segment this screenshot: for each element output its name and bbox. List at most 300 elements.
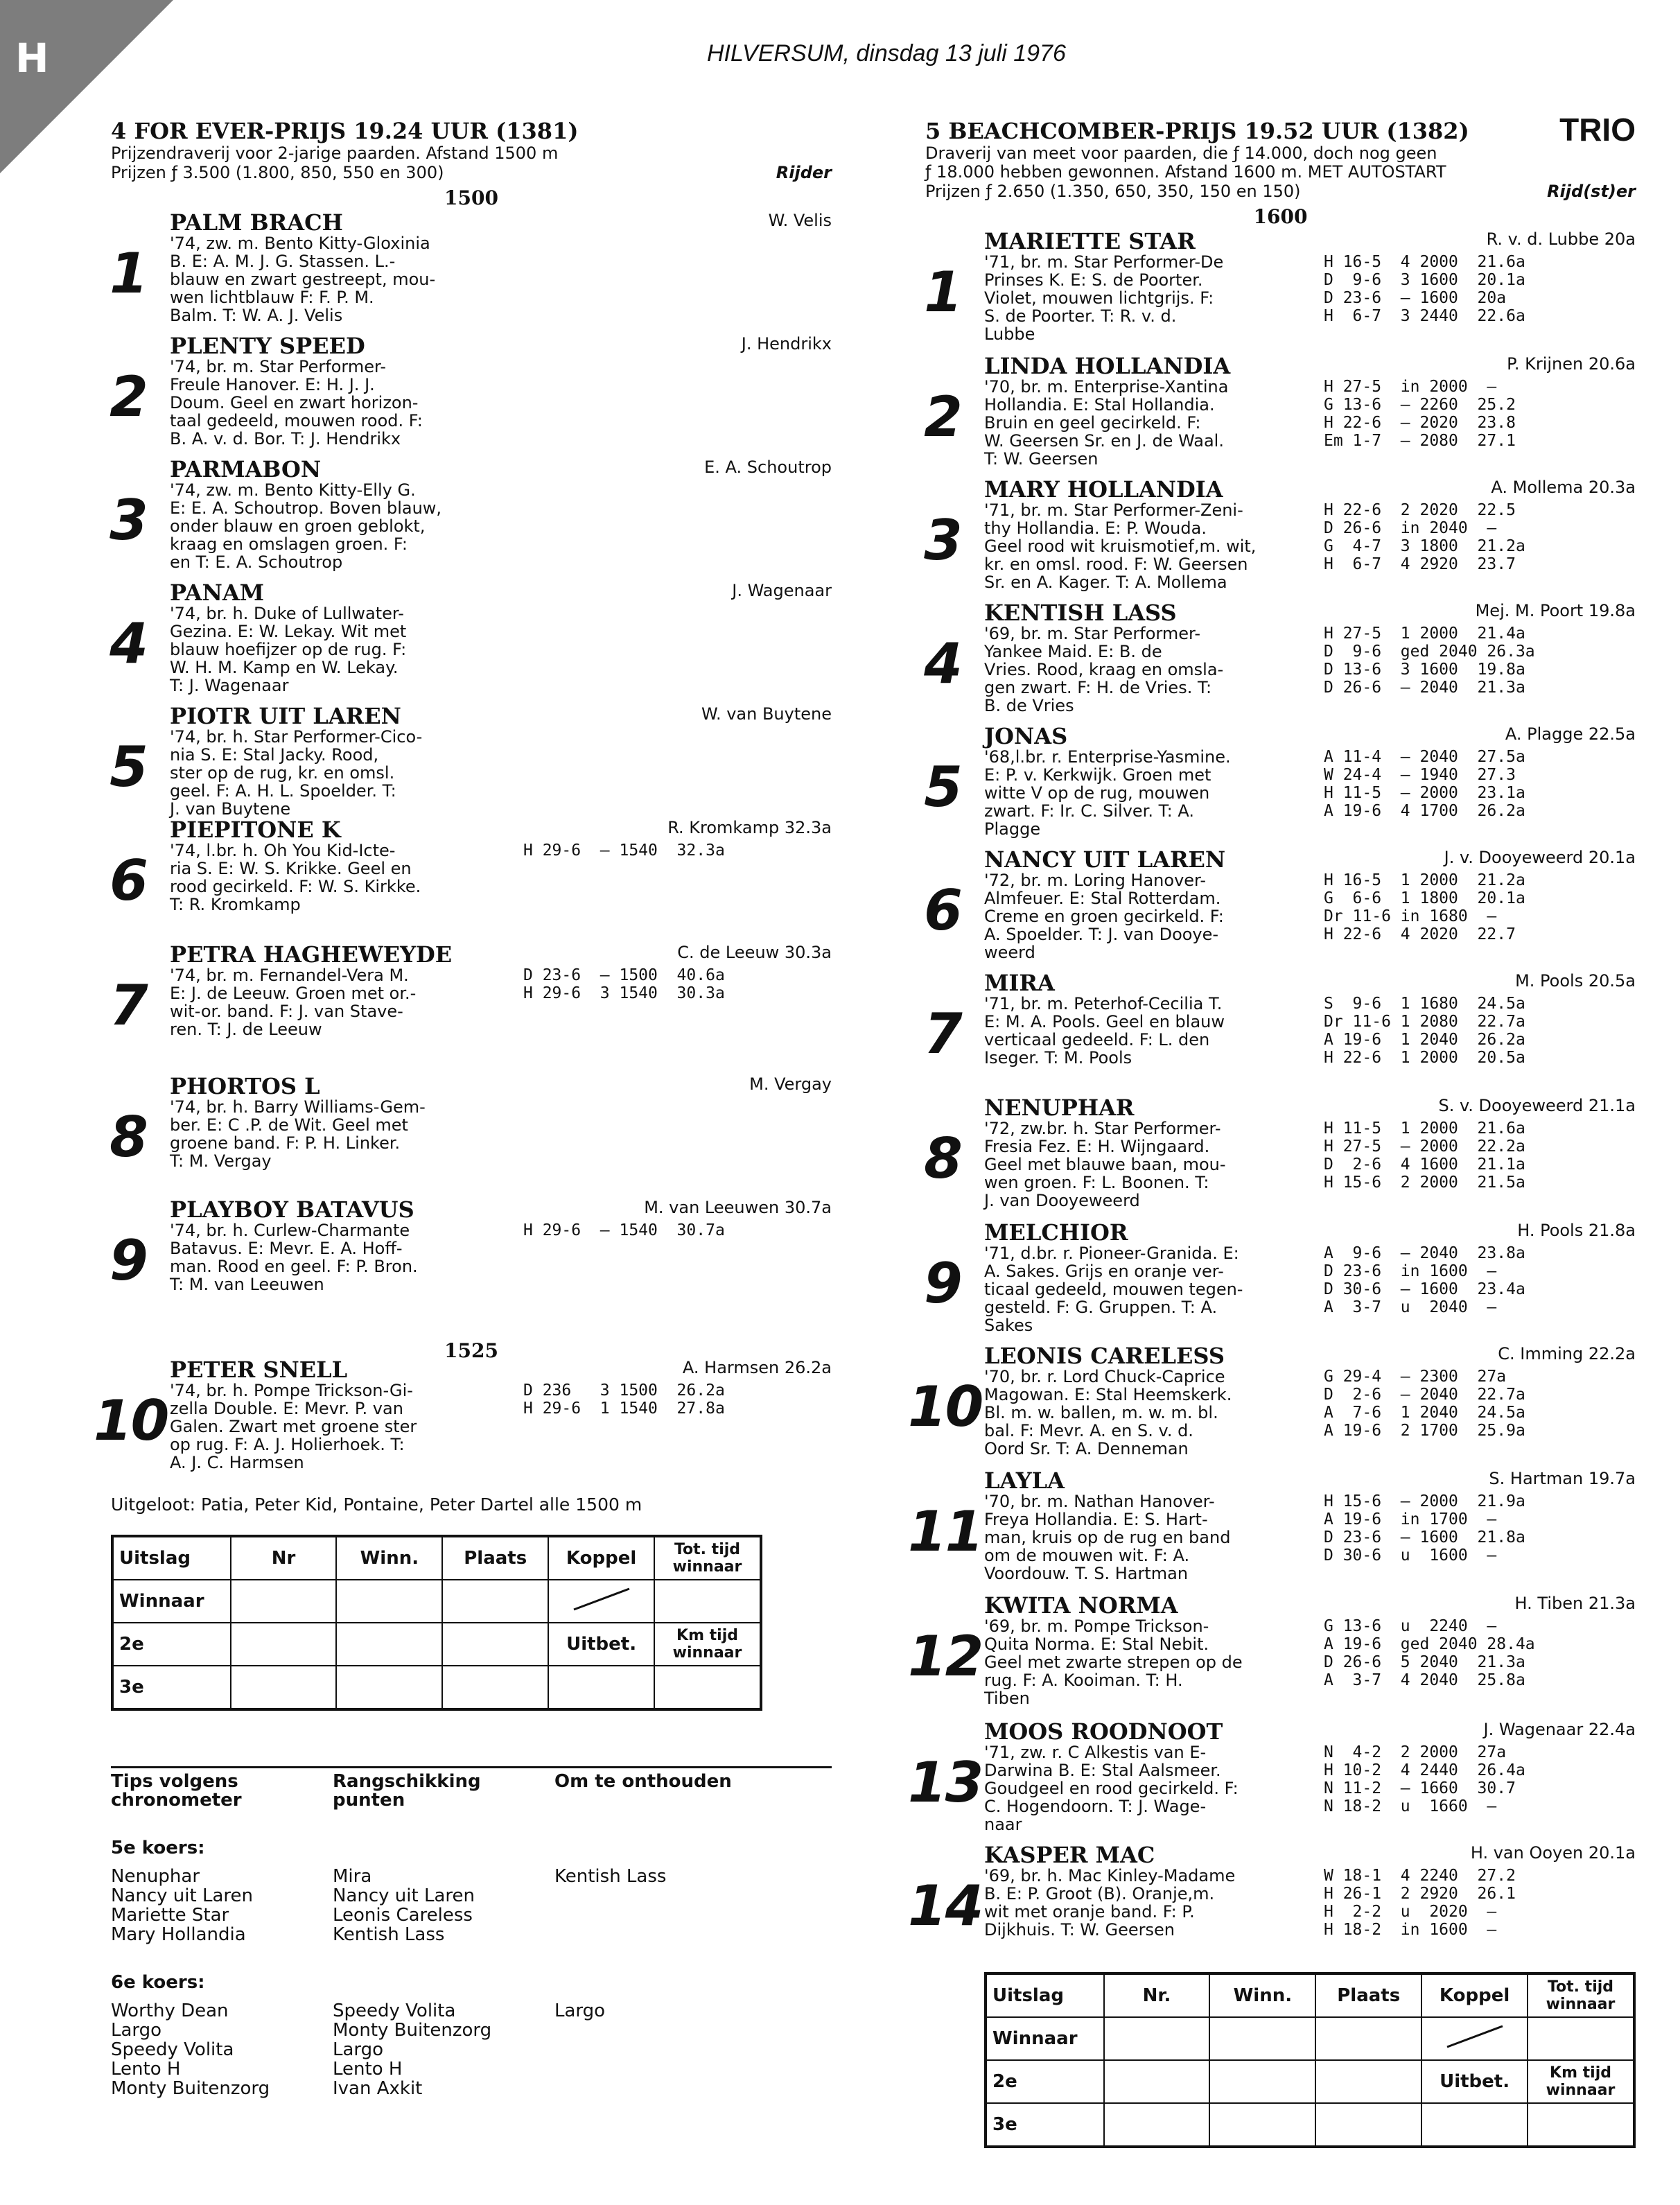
horse-name: MOOS ROODNOOT (984, 1718, 1223, 1745)
horse-body (170, 334, 832, 448)
horse-description-line: C. Hogendoorn. T: J. Wage- (984, 1797, 1207, 1816)
horse-details (984, 1368, 1636, 1458)
horse-description-line: A. J. C. Harmsen (170, 1453, 304, 1472)
horse-number: 1 (924, 260, 961, 324)
race-5-horse-list (908, 228, 1636, 1951)
horse-name: PHORTOS L (170, 1073, 320, 1099)
tips-column (554, 2001, 776, 2098)
horse-description-line: A. Sakes. Grijs en oranje ver- (984, 1262, 1224, 1281)
horse-description-line: '74, br. h. Star Performer-Cico- (170, 727, 423, 747)
result-table-row (112, 1666, 761, 1709)
horse-description-line: '74, br. m. Star Performer- (170, 357, 386, 376)
horse-description-line: ster op de rug, kr. en omsl. (170, 763, 395, 783)
horse-description-line: Bl. m. w. ballen, m. w. m. bl. (984, 1403, 1218, 1422)
horse-description-line: '69, br. m. Pompe Trickson- (984, 1616, 1209, 1636)
horse-driver: R. v. d. Lubbe 20a (1486, 229, 1636, 249)
tips-koers-6 (111, 2001, 832, 2098)
race-5-description-line-2: ƒ 18.000 hebben gewonnen. Afstand 1600 m. MET AUTOSTART (925, 162, 1446, 182)
result-table-uitbet: Uitbet. (1421, 2060, 1528, 2103)
horse-details (170, 358, 832, 448)
horse-description-line: Doum. Geel en zwart horizon- (170, 393, 419, 412)
horse-body (170, 1074, 832, 1170)
horse-name: PLENTY SPEED (170, 333, 365, 359)
horse-description-line: W. H. M. Kamp en W. Lekay. (170, 658, 399, 677)
horse-description (984, 625, 1324, 715)
horse-description (984, 1867, 1324, 1939)
result-table-header: Nr (231, 1536, 337, 1580)
horse-description-line: Plagge (984, 819, 1041, 839)
horse-entry (925, 724, 1636, 848)
horse-description-line: '70, br. m. Enterprise-Xantina (984, 377, 1229, 396)
horse-driver: J. Hendrikx (741, 334, 832, 354)
horse-driver: R. Kromkamp 32.3a (667, 818, 832, 837)
horse-details (170, 481, 832, 571)
horse-name: PIOTR UIT LAREN (170, 703, 401, 729)
horse-description-line: '74, br. h. Duke of Lullwater- (170, 604, 404, 623)
result-table-cell (548, 1666, 654, 1709)
result-table-row-label: 2e (986, 2060, 1104, 2103)
result-table-uitbet: Uitbet. (548, 1623, 654, 1666)
horse-description (170, 604, 523, 695)
horse-description-line: J. van Buytene (170, 799, 291, 819)
result-table-header: Plaats (442, 1536, 548, 1580)
horse-description-line: W. Geersen Sr. en J. de Waal. (984, 431, 1224, 451)
horse-number: 3 (924, 508, 961, 573)
tips-horse: Leonis Careless (333, 1905, 473, 1926)
result-table-cell (336, 1666, 442, 1709)
horse-number: 2 (110, 365, 147, 429)
horse-details (984, 1743, 1636, 1833)
horse-description-line: E: M. A. Pools. Geel en blauw (984, 1012, 1225, 1031)
result-table-header: Tot. tijd winnaar (1528, 1973, 1634, 2017)
horse-driver: A. Mollema 20.3a (1491, 478, 1636, 497)
horse-description-line: Dijkhuis. T: W. Geersen (984, 1920, 1175, 1940)
horse-description-line: '68,l.br. r. Enterprise-Yasmine. (984, 747, 1231, 767)
result-table-race-5 (984, 1972, 1636, 2148)
horse-performances: H 29-6 — 1540 32.3a (523, 842, 725, 860)
horse-description-line: man, kruis op de rug en band (984, 1528, 1231, 1547)
race-4-column (94, 118, 832, 2099)
horse-name: MIRA (984, 970, 1055, 996)
horse-description-line: T: W. Geersen (984, 449, 1099, 469)
race-5-description (925, 144, 1636, 182)
horse-description-line: S. de Poorter. T: R. v. d. (984, 306, 1177, 326)
horse-performances: D 23-6 — 1500 40.6a H 29-6 3 1540 30.3a (523, 966, 725, 1002)
horse-name: PANAM (170, 579, 265, 606)
race-4-role-label: Rijder (776, 163, 832, 182)
horse-description-line: blauw hoefijzer op de rug. F: (170, 640, 407, 659)
horse-description-line: Sakes (984, 1316, 1033, 1335)
horse-description-line: Prinses K. E: S. de Poorter. (984, 270, 1203, 290)
tips-horse: Largo (554, 2001, 606, 2021)
horse-description-line: Sr. en A. Kager. T: A. Mollema (984, 573, 1227, 592)
horse-entry (925, 354, 1636, 478)
trio-label: TRIO (1559, 112, 1636, 148)
horse-description-line: '74, br. h. Barry Williams-Gem- (170, 1097, 426, 1117)
horse-description-line: thy Hollandia. E: P. Wouda. (984, 518, 1207, 538)
race-5-title-row (925, 112, 1636, 148)
result-table-cell (1528, 2017, 1634, 2060)
horse-details (170, 1098, 832, 1170)
horse-performances: H 15-6 — 2000 21.9a A 19-6 in 1700 — D 23-6 — 1600 21.8a D 30-6 u 1600 — (1324, 1492, 1525, 1565)
horse-description-line: E: E. A. Schoutrop. Boven blauw, (170, 498, 442, 518)
result-table-race-4 (111, 1535, 762, 1711)
result-table-cell (654, 1666, 761, 1709)
horse-details (984, 1244, 1636, 1334)
horse-description-line: Bruin en geel gecirkeld. F: (984, 413, 1201, 433)
result-table-header-row (986, 1973, 1634, 2017)
tips-horse: Lento H (111, 2059, 181, 2080)
horse-description-line: groene band. F: P. H. Linker. (170, 1133, 401, 1153)
horse-description-line: '71, d.br. r. Pioneer-Granida. E: (984, 1244, 1239, 1263)
tips-horse: Worthy Dean (111, 2001, 229, 2021)
horse-entry (111, 457, 832, 581)
horse-description-line: Balm. T: W. A. J. Velis (170, 306, 343, 325)
tips-horse: Mary Hollandia (111, 1924, 246, 1945)
horse-details (984, 253, 1636, 343)
horse-description-line: '72, br. m. Loring Hanover- (984, 871, 1207, 890)
result-table-header: Nr. (1104, 1973, 1210, 2017)
horse-description-line: Geel rood wit kruismotief,m. wit, (984, 537, 1257, 556)
result-table-cell (1209, 2017, 1315, 2060)
horse-description (984, 1492, 1324, 1583)
horse-details (170, 842, 832, 914)
horse-description (984, 501, 1324, 591)
tips-horse: Largo (333, 2039, 384, 2060)
result-table-cell (442, 1623, 548, 1666)
race-5-description-line-1: Draverij van meet voor paarden, die ƒ 14.000, doch nog geen (925, 143, 1437, 163)
tips-header-chronometer: Tips volgens chronometer (111, 1771, 242, 1811)
result-table-km-tijd: Km tijd winnaar (1528, 2060, 1634, 2103)
result-table-cell (336, 1580, 442, 1623)
result-table-cell (1421, 2017, 1528, 2060)
horse-driver: S. Hartman 19.7a (1489, 1469, 1636, 1488)
horse-description-line: '70, br. m. Nathan Hanover- (984, 1492, 1215, 1511)
horse-description-line: om de mouwen wit. F: A. (984, 1546, 1190, 1565)
horse-description-line: en T: E. A. Schoutrop (170, 552, 343, 572)
result-table-cell (336, 1623, 442, 1666)
horse-description-line: kraag en omslagen groen. F: (170, 534, 408, 554)
horse-entry (908, 1467, 1636, 1594)
horse-name: PLAYBOY BATAVUS (170, 1196, 414, 1223)
horse-description (170, 842, 523, 914)
horse-entry (908, 1842, 1636, 1951)
horse-number: 7 (110, 973, 147, 1038)
horse-details (984, 1617, 1636, 1707)
horse-details (984, 378, 1636, 468)
horse-entry (925, 601, 1636, 724)
horse-description-line: '71, zw. r. C Alkestis van E- (984, 1743, 1207, 1762)
horse-description-line: '69, br. m. Star Performer- (984, 624, 1200, 643)
horse-description-line: gesteld. F: G. Gruppen. T: A. (984, 1298, 1218, 1317)
horse-description-line: T: R. Kromkamp (170, 895, 301, 914)
horse-description-line: Batavus. E: Mevr. E. A. Hoff- (170, 1239, 403, 1258)
horse-driver: J. Wagenaar (732, 581, 832, 600)
horse-description-line: Violet, mouwen lichtgrijs. F: (984, 288, 1214, 308)
horse-description (984, 378, 1324, 468)
horse-number: 13 (908, 1750, 983, 1815)
horse-description (984, 1244, 1324, 1334)
slash-mark (1444, 2023, 1506, 2050)
result-table-row (112, 1623, 761, 1666)
horse-number: 2 (924, 385, 961, 449)
horse-name: PARMABON (170, 456, 322, 482)
horse-description (984, 1617, 1324, 1707)
horse-description-line: rug. F: A. Kooiman. T: H. (984, 1671, 1183, 1690)
horse-description-line: wen groen. F: L. Boonen. T: (984, 1173, 1209, 1192)
horse-description-line: zella Double. E: Mevr. P. van (170, 1399, 403, 1418)
horse-driver: M. Vergay (749, 1074, 832, 1094)
horse-description-line: Goudgeel en rood gecirkeld. F: (984, 1779, 1239, 1798)
horse-performances: W 18-1 4 2240 27.2 H 26-1 2 2920 26.1 H 2-2 u 2020 — H 18-2 in 1600 — (1324, 1867, 1516, 1939)
tips-horse: Nancy uit Laren (333, 1885, 475, 1906)
race-5-prizes-text: Prijzen ƒ 2.650 (1.350, 650, 350, 150 en 150) (925, 182, 1301, 201)
horse-driver: H. Tiben 21.3a (1514, 1594, 1636, 1613)
horse-description-line: op rug. F: A. J. Holierhoek. T: (170, 1435, 405, 1454)
horse-description-line: Magowan. E: Stal Heemskerk. (984, 1385, 1232, 1404)
result-table-cell (442, 1666, 548, 1709)
result-table-cell (442, 1580, 548, 1623)
horse-performances: H 16-5 4 2000 21.6a D 9-6 3 1600 20.1a D 23-6 — 1600 20a H 6-7 3 2440 22.6a (1324, 253, 1525, 325)
horse-name: MELCHIOR (984, 1219, 1128, 1246)
horse-description-line: Oord Sr. T: A. Denneman (984, 1439, 1189, 1458)
horse-description-line: '71, br. m. Peterhof-Cecilia T. (984, 994, 1223, 1013)
horse-performances: A 11-4 — 2040 27.5a W 24-4 — 1940 27.3 H 11-5 — 2000 23.1a A 19-6 4 1700 26.2a (1324, 748, 1525, 820)
result-table-cell (1209, 2060, 1315, 2103)
horse-description (170, 481, 523, 571)
race-4-description: Prijzendraverij voor 2-jarige paarden. Afstand 1500 m (111, 143, 559, 163)
result-table-cell (1315, 2017, 1421, 2060)
horse-driver: J. Wagenaar 22.4a (1483, 1720, 1636, 1739)
horse-description-line: '71, br. m. Star Performer-De (984, 252, 1224, 272)
horse-description-line: E: J. de Leeuw. Groen met or.- (170, 984, 417, 1003)
horse-description (984, 1368, 1324, 1458)
horse-description-line: Quita Norma. E: Stal Nebit. (984, 1635, 1209, 1654)
horse-description-line: Vries. Rood, kraag en omsla- (984, 660, 1224, 679)
race-4-distance: 1500 (444, 186, 498, 209)
horse-description-line: '74, br. h. Curlew-Charmante (170, 1221, 410, 1240)
horse-entry (111, 334, 832, 457)
horse-number: 14 (908, 1874, 983, 1938)
horse-description (170, 234, 523, 324)
horse-number: 4 (924, 631, 961, 696)
horse-name: KASPER MAC (984, 1842, 1155, 1868)
horse-description (984, 871, 1324, 961)
result-table-row (986, 2060, 1634, 2103)
horse-description-line: Gezina. E: W. Lekay. Wit met (170, 622, 407, 641)
tips-horse: Monty Buitenzorg (111, 2078, 270, 2099)
result-table-cell (1104, 2060, 1210, 2103)
horse-name: LEONIS CARELESS (984, 1343, 1225, 1369)
tips-horse: Mira (333, 1866, 372, 1887)
horse-description (984, 748, 1324, 838)
horse-number: 6 (924, 878, 961, 943)
horse-description (984, 1119, 1324, 1210)
horse-description-line: '74, br. m. Fernandel-Vera M. (170, 966, 409, 985)
horse-driver: E. A. Schoutrop (704, 457, 832, 477)
horse-details (984, 995, 1636, 1067)
result-table-row-label: Winnaar (112, 1580, 231, 1623)
horse-name: NANCY UIT LAREN (984, 846, 1226, 873)
horse-description-line: man. Rood en geel. F: P. Bron. (170, 1257, 418, 1276)
result-table-cell (1315, 2103, 1421, 2147)
horse-number: 4 (110, 611, 147, 676)
horse-description-line: J. van Dooyeweerd (984, 1191, 1140, 1210)
horse-driver: A. Plagge 22.5a (1505, 724, 1636, 744)
horse-driver: A. Harmsen 26.2a (682, 1358, 832, 1377)
horse-description-line: Iseger. T: M. Pools (984, 1048, 1132, 1067)
horse-description-line: onder blauw en groen geblokt, (170, 516, 426, 536)
horse-description-line: Almfeuer. E: Stal Rotterdam. (984, 889, 1221, 908)
horse-driver: H. Pools 21.8a (1517, 1221, 1636, 1240)
result-table-cell (654, 1580, 761, 1623)
tips-header-remember: Om te onthouden (554, 1771, 732, 1792)
horse-description-line: Hollandia. E: Stal Hollandia. (984, 395, 1215, 415)
horse-details (170, 966, 832, 1038)
horse-description-line: '74, zw. m. Bento Kitty-Elly G. (170, 480, 416, 500)
result-table-header: Plaats (1315, 1973, 1421, 2017)
horse-performances: H 29-6 — 1540 30.7a (523, 1221, 725, 1239)
horse-description-line: blauw en zwart gestreept, mou- (170, 270, 436, 289)
horse-performances: A 9-6 — 2040 23.8a D 23-6 in 1600 — D 30-6 — 1600 23.4a A 3-7 u 2040 — (1324, 1244, 1525, 1316)
horse-performances: H 27-5 1 2000 21.4a D 9-6 ged 2040 26.3a D 13-6 3 1600 19.8a D 26-6 — 2040 21.3a (1324, 625, 1535, 697)
result-table-cell (1315, 2060, 1421, 2103)
horse-number: 7 (924, 1002, 961, 1066)
horse-entry (111, 1198, 832, 1330)
horse-entry (908, 1343, 1636, 1469)
horse-description-line: Freya Hollandia. E: S. Hart- (984, 1510, 1208, 1529)
race-5-prizes (925, 182, 1636, 201)
horse-performances: H 11-5 1 2000 21.6a H 27-5 — 2000 22.2a D 2-6 4 1600 21.1a H 15-6 2 2000 21.5a (1324, 1119, 1525, 1192)
horse-description-line: kr. en omsl. rood. F: W. Geersen (984, 555, 1248, 574)
horse-description (984, 1743, 1324, 1833)
horse-details (170, 728, 832, 818)
horse-entry (94, 1357, 832, 1488)
result-table-row (112, 1580, 761, 1623)
horse-driver: W. van Buytene (701, 704, 832, 724)
horse-description-line: wen lichtblauw F: F. P. M. (170, 288, 374, 307)
horse-entry (908, 1592, 1636, 1720)
tips-horse: Nenuphar (111, 1866, 200, 1887)
result-table-header: Winn. (1209, 1973, 1315, 2017)
horse-description-line: ria S. E: W. S. Krikke. Geel en (170, 859, 412, 878)
horse-description-line: '69, br. h. Mac Kinley-Madame (984, 1866, 1236, 1885)
horse-description (170, 1098, 523, 1170)
horse-description-line: T: J. Wagenaar (170, 676, 289, 695)
horse-performances: H 16-5 1 2000 21.2a G 6-6 1 1800 20.1a Dr 11-6 in 1680 — H 22-6 4 2020 22.7 (1324, 871, 1525, 943)
horse-details (984, 1492, 1636, 1583)
tips-column (333, 1867, 554, 1944)
horse-description-line: taal gedeeld, mouwen rood. F: (170, 411, 423, 430)
horse-number: 9 (924, 1251, 961, 1316)
tips-koers-5-label: 5e koers: (111, 1838, 205, 1858)
horse-performances: G 29-4 — 2300 27a D 2-6 — 2040 22.7a A 7-6 1 2040 24.5a A 19-6 2 1700 25.9a (1324, 1368, 1525, 1440)
result-table-header: Koppel (1421, 1973, 1528, 2017)
tips-column (111, 1867, 333, 1944)
tips-horse: Ivan Axkit (333, 2078, 423, 2099)
race-distance-marker: 1525 (444, 1339, 498, 1362)
horse-number: 11 (908, 1499, 983, 1564)
horse-number: 12 (908, 1624, 983, 1689)
race-5-role-label: Rijd(st)er (1547, 182, 1636, 201)
horse-description (170, 358, 523, 448)
tips-horse: Monty Buitenzorg (333, 2020, 492, 2041)
horse-entry (908, 1718, 1636, 1843)
tips-horse: Lento H (333, 2059, 403, 2080)
horse-description-line: Tiben (984, 1689, 1030, 1708)
horse-number: 8 (110, 1105, 147, 1169)
result-table-row (986, 2103, 1634, 2147)
result-table-cell (1209, 2103, 1315, 2147)
horse-description-line: Darwina B. E: Stal Aalsmeer. (984, 1761, 1221, 1780)
horse-performances: H 22-6 2 2020 22.5 D 26-6 in 2040 — G 4-7 3 1800 21.2a H 6-7 4 2920 23.7 (1324, 501, 1525, 573)
horse-description-line: '74, l.br. h. Oh You Kid-Icte- (170, 841, 396, 860)
horse-description-line: B. de Vries (984, 696, 1074, 715)
result-table-cell (231, 1623, 337, 1666)
horse-description-line: E: P. v. Kerkwijk. Groen met (984, 765, 1211, 785)
horse-description-line: zwart. F: Ir. C. Silver. T: A. (984, 801, 1194, 821)
race-4-prizes (111, 163, 832, 182)
horse-driver: M. Pools 20.5a (1515, 971, 1636, 991)
tips-column (333, 2001, 554, 2098)
horse-description (170, 1382, 523, 1472)
horse-details (170, 604, 832, 695)
horse-driver: S. v. Dooyeweerd 21.1a (1438, 1096, 1636, 1115)
corner-letter: H (15, 35, 49, 82)
horse-description-line: Geel met zwarte strepen op de (984, 1653, 1243, 1672)
horse-details (170, 1221, 832, 1293)
horse-driver: M. van Leeuwen 30.7a (644, 1198, 832, 1217)
horse-details (170, 1382, 832, 1472)
horse-performances: D 236 3 1500 26.2a H 29-6 1 1540 27.8a (523, 1382, 725, 1418)
horse-description-line: Voordouw. T. S. Hartman (984, 1564, 1189, 1583)
horse-number: 9 (110, 1228, 147, 1293)
result-table-header: Koppel (548, 1536, 654, 1580)
horse-entry (925, 971, 1636, 1096)
horse-body (170, 211, 832, 324)
horse-name: LAYLA (984, 1467, 1065, 1494)
tips-column (111, 2001, 333, 2098)
horse-description-line: B. E: A. M. J. G. Stassen. L.- (170, 252, 396, 271)
horse-details (984, 871, 1636, 961)
horse-description-line: verticaal gedeeld. F: L. den (984, 1030, 1210, 1049)
race-4-horse-list (94, 209, 832, 1488)
horse-entry (925, 478, 1636, 601)
horse-description-line: B. E: P. Groot (B). Oranje,m. (984, 1884, 1215, 1903)
horse-driver: C. Imming 22.2a (1498, 1344, 1636, 1363)
horse-number: 8 (924, 1126, 961, 1191)
horse-details (984, 1119, 1636, 1210)
horse-details (984, 1867, 1636, 1939)
race-5-title: 5 BEACHCOMBER-PRIJS 19.52 UUR (1382) (925, 118, 1469, 144)
result-table-cell (231, 1580, 337, 1623)
horse-details (984, 625, 1636, 715)
result-table-row-label: 2e (112, 1623, 231, 1666)
horse-entry (111, 943, 832, 1074)
horse-performances: G 13-6 u 2240 — A 19-6 ged 2040 28.4a D 26-6 5 2040 21.3a A 3-7 4 2040 25.8a (1324, 1617, 1535, 1689)
tips-horse: Largo (111, 2020, 162, 2041)
horse-driver: W. Velis (768, 211, 832, 230)
horse-description-line: '74, br. h. Pompe Trickson-Gi- (170, 1381, 413, 1400)
horse-description-line: '72, zw.br. h. Star Performer- (984, 1119, 1221, 1138)
horse-name: KWITA NORMA (984, 1592, 1178, 1619)
tips-horse: Kentish Lass (554, 1866, 667, 1887)
tips-koers-6-label: 6e koers: (111, 1972, 205, 1993)
result-table-header: Uitslag (986, 1973, 1104, 2017)
horse-performances: N 4-2 2 2000 27a H 10-2 4 2440 26.4a N 11-2 — 1660 30.7 N 18-2 u 1660 — (1324, 1743, 1525, 1815)
horse-number: 3 (110, 488, 147, 552)
horse-description-line: Galen. Zwart met groene ster (170, 1417, 417, 1436)
